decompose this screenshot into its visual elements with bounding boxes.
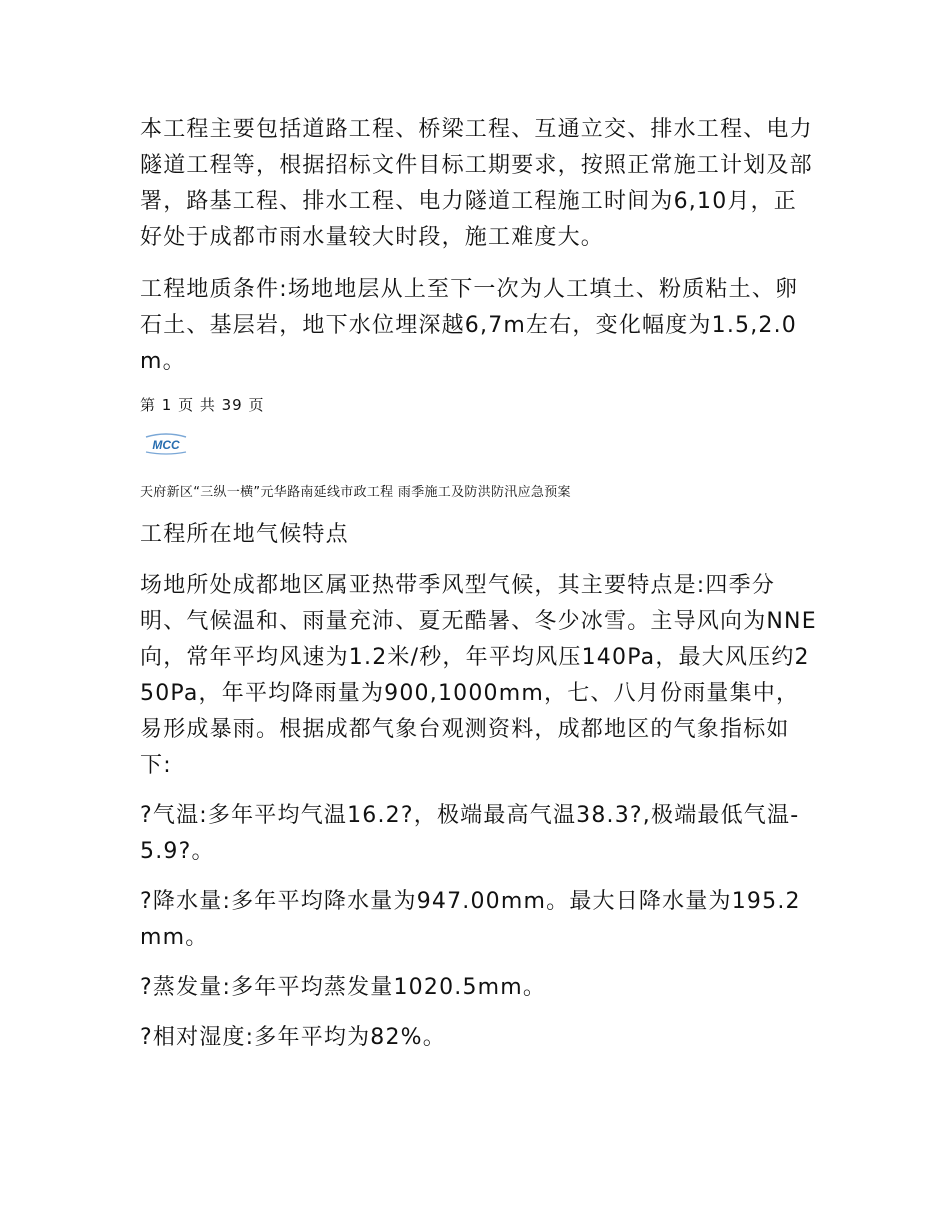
- paragraph-temperature: ?气温:多年平均气温16.2?，极端最高气温38.3?,极端最低气温-5.9?。: [140, 803, 800, 864]
- document-page: [140, 112, 820, 1070]
- paragraph-project-scope: 本工程主要包括道路工程、桥梁工程、互通立交、排水工程、电力隧道工程等，根据招标文件目标工期要求，按照正常施工计划及部署，路基工程、排水工程、电力隧道工程施工时间为6,10月，正好处于成都市雨水量较大时段，施工难度大。: [140, 117, 813, 250]
- mcc-logo-icon: [144, 433, 188, 455]
- paragraph-evaporation: ?蒸发量:多年平均蒸发量1020.5mm。: [140, 975, 547, 1000]
- mcc-logo: [144, 431, 190, 457]
- section-title: 工程所在地气候特点: [140, 522, 349, 547]
- paragraph-humidity: ?相对湿度:多年平均为82%。: [140, 1025, 446, 1050]
- paragraph-precipitation: ?降水量:多年平均降水量为947.00mm。最大日降水量为195.2mm。: [140, 889, 801, 950]
- svg-text:MCC: MCC: [152, 438, 180, 452]
- paragraph-climate: 场地所处成都地区属亚热带季风型气候，其主要特点是:四季分明、气候温和、雨量充沛、夏无酷暑、冬少冰雪。主导风向为NNE向，常年平均风速为1.2米/秒，年平均风压140Pa，最大风压约250Pa，年平均降雨量为900,1000mm，七、八月份雨量集中，易形成暴雨。根据成都气象台观测资料，成都地区的气象指标如下:: [140, 573, 817, 778]
- document-running-header: 天府新区“三纵一横”元华路南延线市政工程 雨季施工及防洪防汛应急预案: [140, 485, 571, 500]
- page-number: 第 1 页 共 39 页: [140, 396, 265, 414]
- paragraph-geology: 工程地质条件:场地地层从上至下一次为人工填土、粉质粘土、卵石土、基层岩，地下水位埋深越6,7m左右，变化幅度为1.5,2.0m。: [140, 277, 799, 374]
